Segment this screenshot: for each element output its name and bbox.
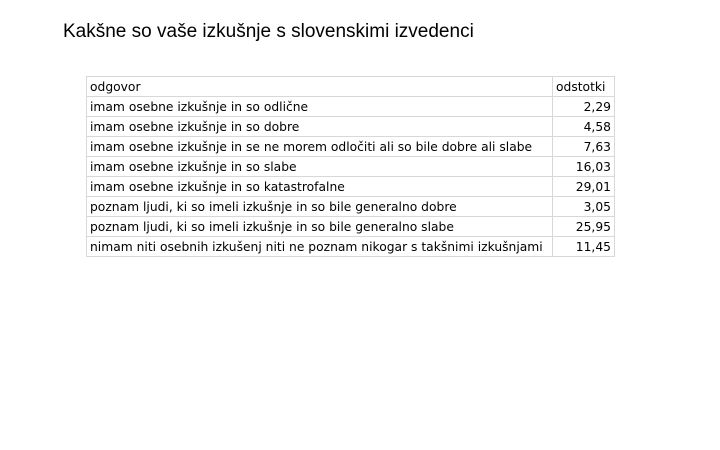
table-header-row <box>87 77 615 97</box>
page-title: Kakšne so vaše izkušnje s slovenskimi izvedenci <box>63 21 474 42</box>
table-row <box>87 97 615 117</box>
table-row <box>87 217 615 237</box>
answer-cell: imam osebne izkušnje in so odlične <box>87 97 553 117</box>
header-cell-answer: odgovor <box>87 77 553 97</box>
table-row <box>87 237 615 257</box>
table-row <box>87 137 615 157</box>
answer-cell: imam osebne izkušnje in se ne morem odločiti ali so bile dobre ali slabe <box>87 137 553 157</box>
answer-cell: nimam niti osebnih izkušenj niti ne poznam nikogar s takšnimi izkušnjami <box>87 237 553 257</box>
percent-cell: 3,05 <box>553 197 615 217</box>
percent-cell: 2,29 <box>553 97 615 117</box>
answer-cell: imam osebne izkušnje in so katastrofalne <box>87 177 553 197</box>
percent-cell: 25,95 <box>553 217 615 237</box>
percent-cell: 11,45 <box>553 237 615 257</box>
answer-cell: poznam ljudi, ki so imeli izkušnje in so bile generalno slabe <box>87 217 553 237</box>
percent-cell: 29,01 <box>553 177 615 197</box>
header-cell-percent: odstotki <box>553 77 615 97</box>
answer-cell: poznam ljudi, ki so imeli izkušnje in so bile generalno dobre <box>87 197 553 217</box>
answer-cell: imam osebne izkušnje in so slabe <box>87 157 553 177</box>
table-row <box>87 157 615 177</box>
table-row <box>87 197 615 217</box>
answer-cell: imam osebne izkušnje in so dobre <box>87 117 553 137</box>
table-row <box>87 177 615 197</box>
percent-cell: 16,03 <box>553 157 615 177</box>
table-row <box>87 117 615 137</box>
percent-cell: 4,58 <box>553 117 615 137</box>
results-table <box>86 76 615 257</box>
percent-cell: 7,63 <box>553 137 615 157</box>
